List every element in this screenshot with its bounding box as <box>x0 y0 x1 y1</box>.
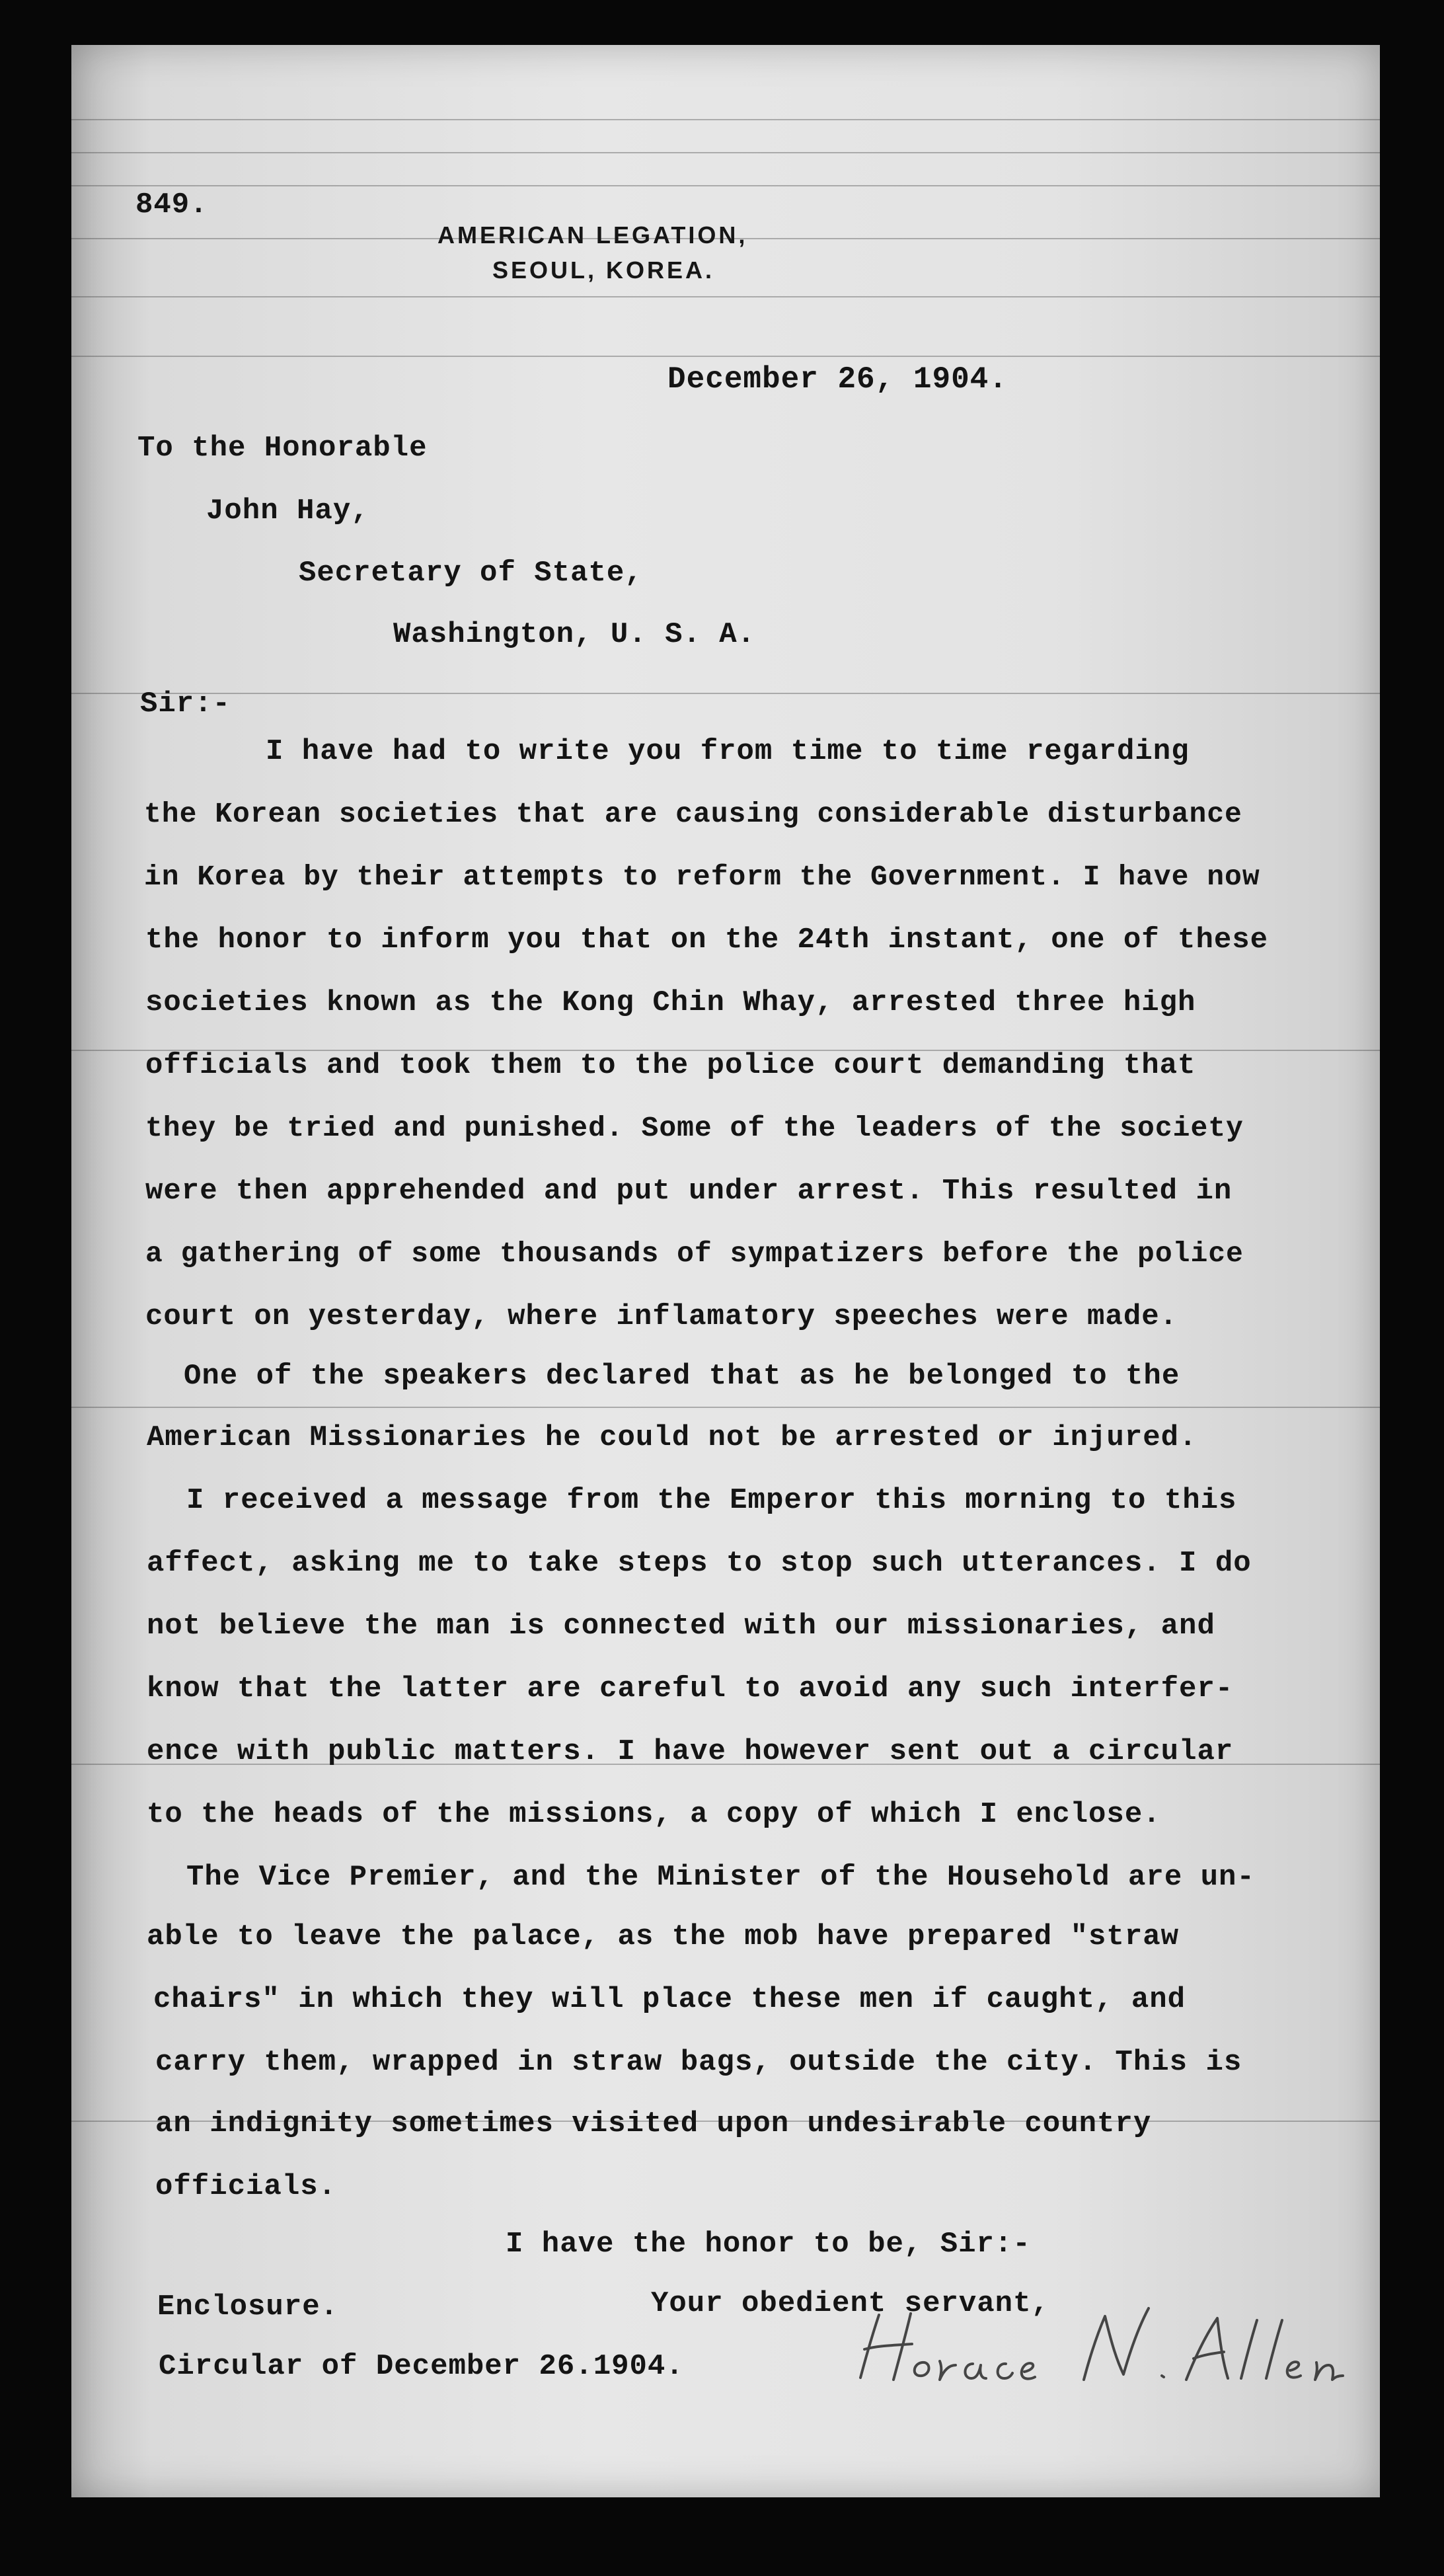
addressee-line-3: Secretary of State, <box>299 557 643 590</box>
body-line: chairs" in which they will place these men if caught, and <box>153 1983 1186 2016</box>
letterhead-line-2: SEOUL, KOREA. <box>492 256 715 284</box>
body-line: able to leave the palace, as the mob have prepared "straw <box>147 1920 1180 1953</box>
closing-line-2: Your obedient servant, <box>651 2287 1049 2320</box>
rule-line <box>71 185 1380 186</box>
body-line: know that the latter are careful to avoid any such interfer- <box>147 1672 1234 1705</box>
addressee-line-1: To the Honorable <box>137 432 428 465</box>
rule-line <box>71 356 1380 357</box>
body-line: were then apprehended and put under arrest. This resulted in <box>145 1175 1233 1208</box>
letter-date: December 26, 1904. <box>667 362 1008 397</box>
letterhead-line-1: AMERICAN LEGATION, <box>437 221 748 249</box>
addressee-line-2: John Hay, <box>206 494 369 527</box>
body-line: American Missionaries he could not be arrested or injured. <box>147 1421 1197 1454</box>
closing-line-1: I have the honor to be, Sir:- <box>506 2228 1031 2261</box>
addressee-line-4: Washington, U. S. A. <box>393 618 756 651</box>
rule-line <box>71 119 1380 120</box>
enclosure-item: Circular of December 26.1904. <box>159 2350 684 2383</box>
rule-line <box>71 1407 1380 1408</box>
body-line: to the heads of the missions, a copy of which I enclose. <box>147 1798 1161 1831</box>
body-line: The Vice Premier, and the Minister of the Household are un- <box>186 1861 1255 1894</box>
body-line: I have had to write you from time to time regarding <box>266 735 1190 768</box>
rule-line <box>71 693 1380 694</box>
body-line: the Korean societies that are causing considerable disturbance <box>144 798 1242 830</box>
body-line: court on yesterday, where inflamatory speeches were made. <box>145 1300 1178 1333</box>
salutation: Sir:- <box>140 687 231 721</box>
rule-line <box>71 296 1380 297</box>
body-line: affect, asking me to take steps to stop such utterances. I do <box>147 1547 1252 1580</box>
enclosure-label: Enclosure. <box>157 2290 339 2323</box>
body-line: the honor to inform you that on the 24th instant, one of these <box>145 923 1269 956</box>
body-line: officials and took them to the police court demanding that <box>145 1049 1196 1082</box>
body-line: an indignity sometimes visited upon undesirable country <box>155 2107 1152 2140</box>
handwritten-signature <box>800 2288 1375 2388</box>
body-line: ence with public matters. I have however sent out a circular <box>147 1735 1234 1768</box>
body-line: societies known as the Kong Chin Whay, arrested three high <box>145 986 1196 1019</box>
document-number: 849. <box>135 188 208 221</box>
body-line: in Korea by their attempts to reform the Government. I have now <box>144 861 1260 893</box>
body-line: officials. <box>155 2170 337 2203</box>
body-line: they be tried and punished. Some of the leaders of the society <box>145 1112 1244 1144</box>
body-line: not believe the man is connected with our missionaries, and <box>147 1610 1215 1643</box>
body-line: One of the speakers declared that as he belonged to the <box>184 1360 1180 1393</box>
body-line: carry them, wrapped in straw bags, outside the city. This is <box>155 2046 1242 2079</box>
body-line: a gathering of some thousands of sympatizers before the police <box>145 1237 1244 1270</box>
body-line: I received a message from the Emperor this morning to this <box>186 1484 1237 1517</box>
signature-icon <box>800 2288 1375 2388</box>
rule-line <box>71 152 1380 153</box>
